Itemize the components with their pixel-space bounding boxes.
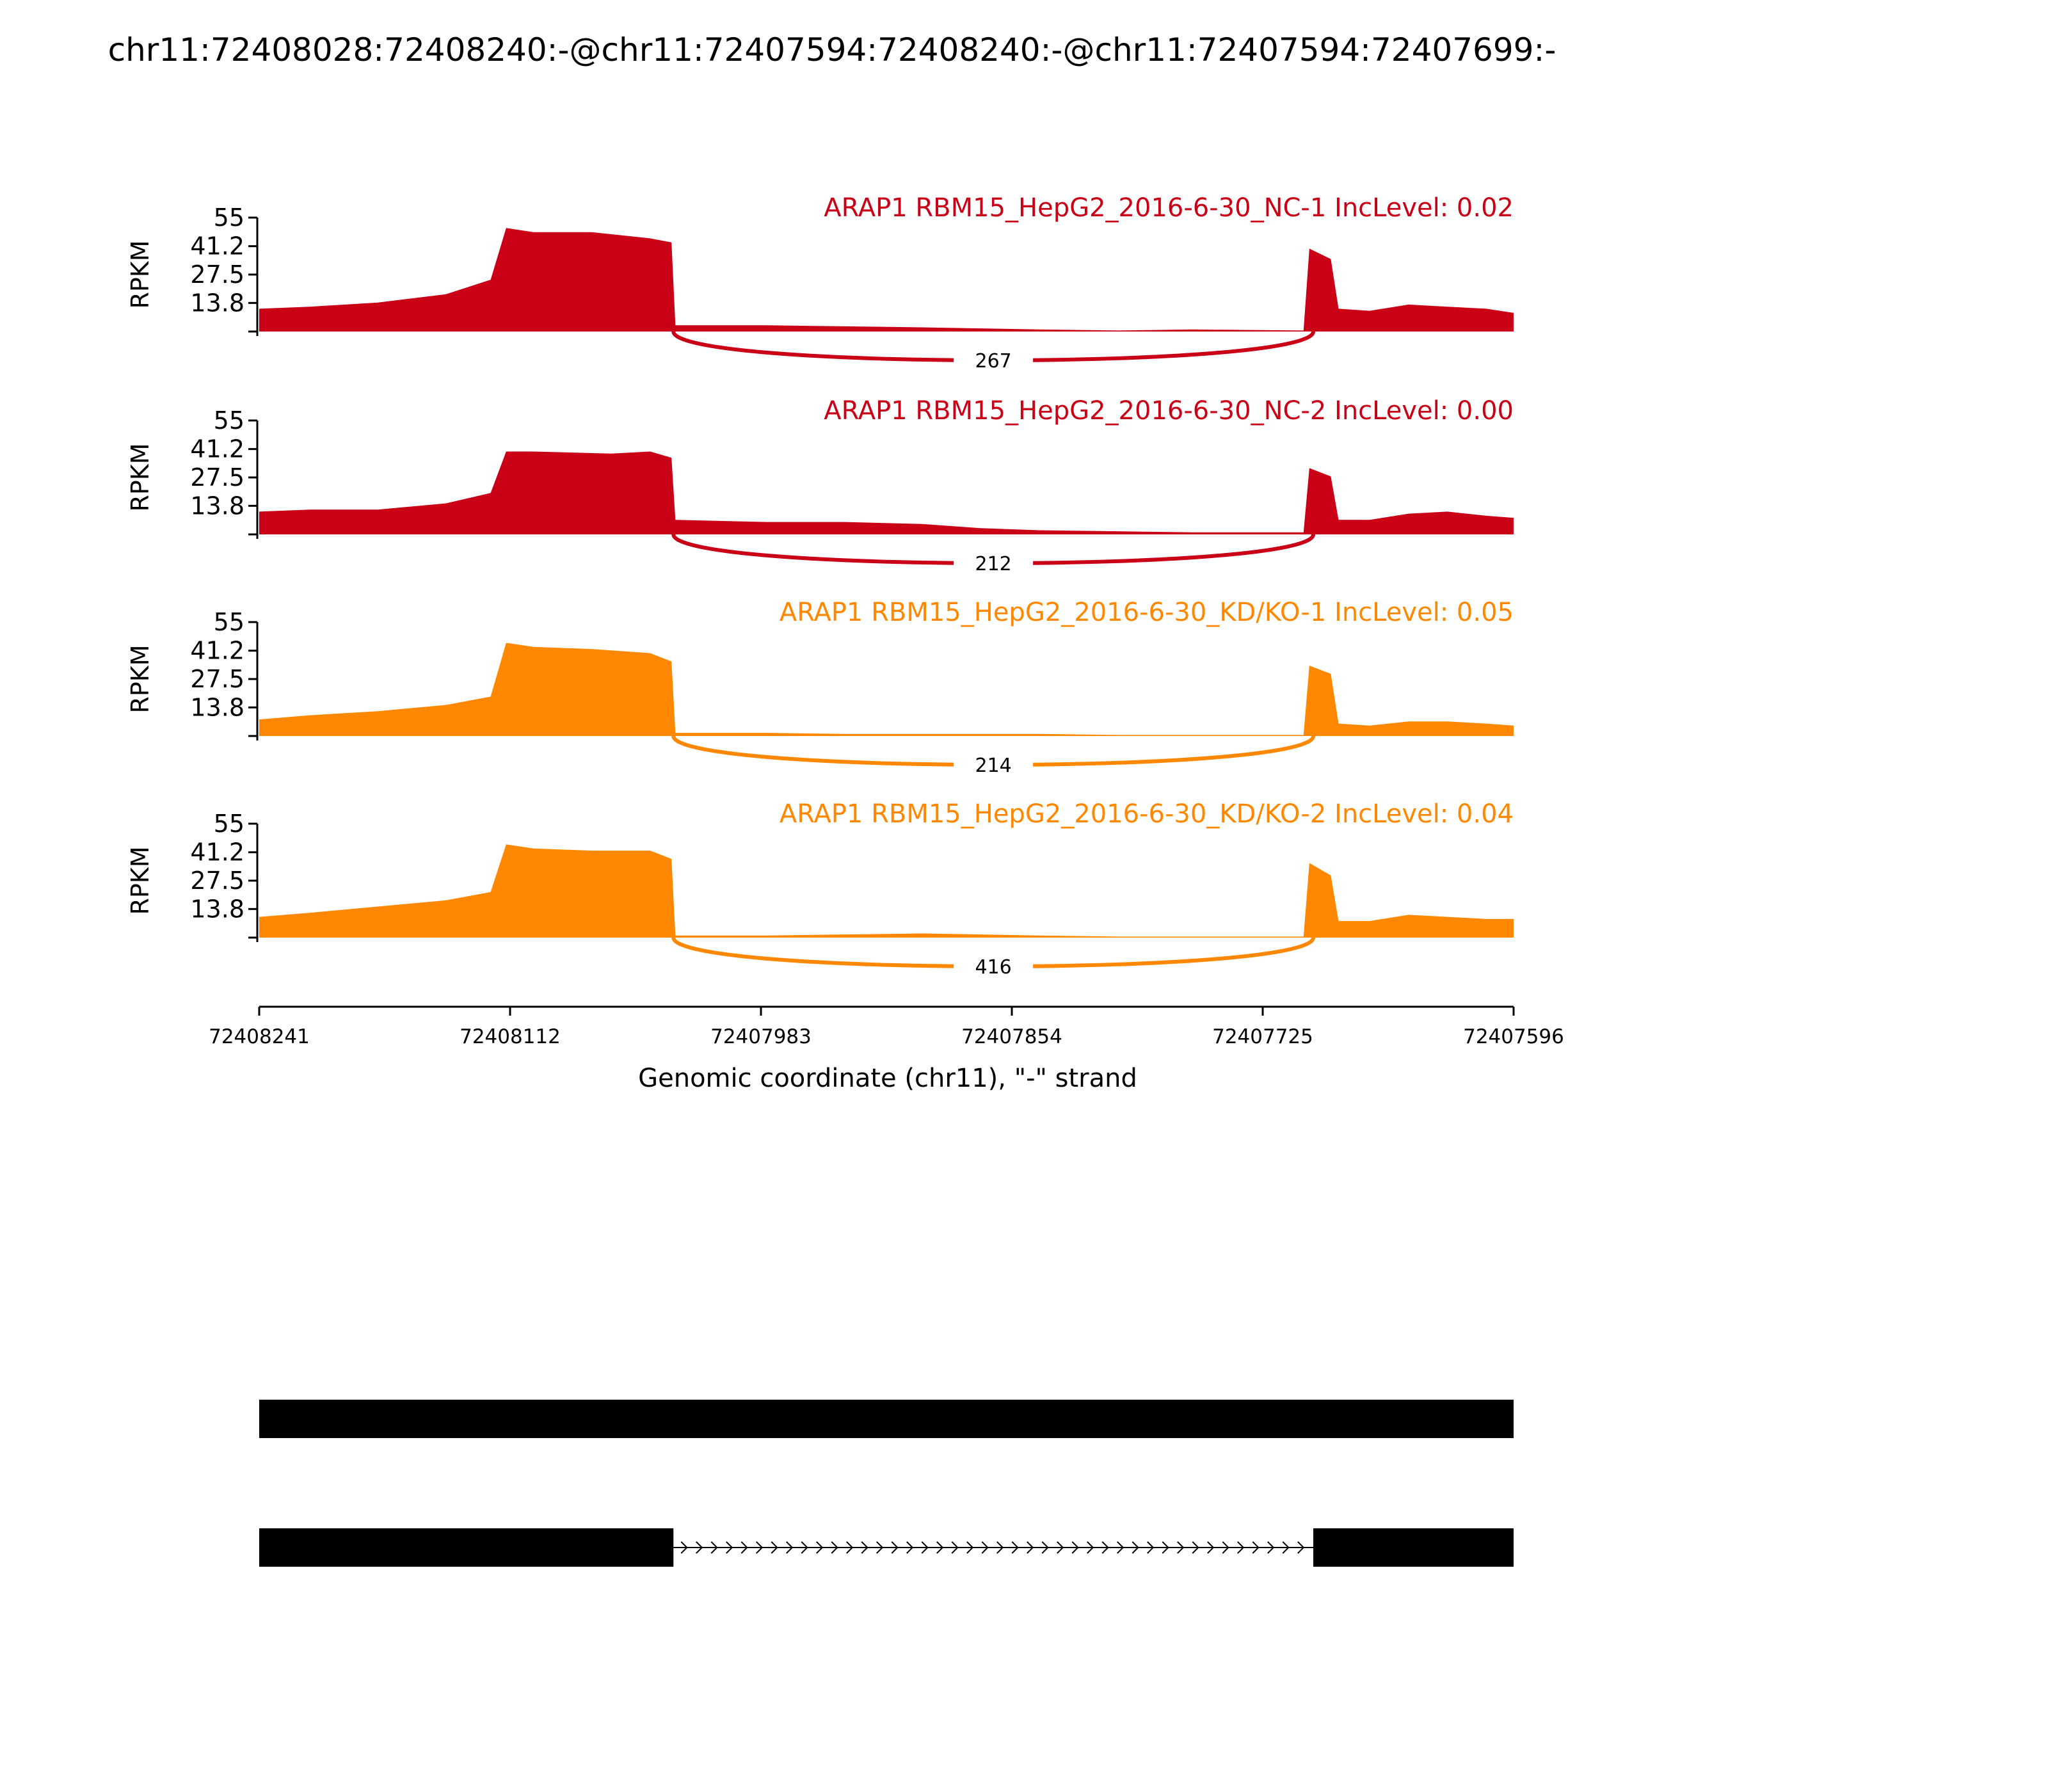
y-tick-label: 13.8 bbox=[190, 895, 244, 924]
junction-count: 214 bbox=[975, 755, 1012, 777]
panel-label: ARAP1 RBM15_HepG2_2016-6-30_NC-2 IncLevel: 0.00 bbox=[824, 396, 1514, 426]
panel-label: ARAP1 RBM15_HepG2_2016-6-30_NC-1 IncLevel: 0.02 bbox=[824, 193, 1514, 223]
x-tick-label: 72408241 bbox=[209, 1025, 310, 1048]
x-tick-label: 72408112 bbox=[460, 1025, 561, 1048]
y-tick-label: 27.5 bbox=[190, 463, 244, 492]
y-tick-label: 27.5 bbox=[190, 665, 244, 693]
junction-count: 267 bbox=[975, 350, 1012, 372]
panel-label: ARAP1 RBM15_HepG2_2016-6-30_KD/KO-2 IncLevel: 0.04 bbox=[779, 799, 1514, 829]
chart-title: chr11:72408028:72408240:-@chr11:72407594:72408240:-@chr11:72407594:72407699:- bbox=[108, 31, 1556, 68]
y-tick-label: 13.8 bbox=[190, 693, 244, 722]
y-tick-label: 41.2 bbox=[190, 838, 244, 867]
genomic-x-axis bbox=[209, 1007, 1564, 1048]
coverage-panel bbox=[126, 598, 1514, 777]
y-tick-label: 13.8 bbox=[190, 492, 244, 520]
y-axis-label: RPKM bbox=[126, 443, 154, 512]
coverage-panel bbox=[126, 799, 1514, 979]
coverage-area bbox=[259, 452, 1514, 535]
x-tick-label: 72407983 bbox=[710, 1025, 812, 1048]
isoform-track bbox=[259, 1400, 1514, 1567]
coverage-area bbox=[259, 643, 1514, 736]
isoform bbox=[259, 1528, 1514, 1567]
y-axis-label: RPKM bbox=[126, 846, 154, 915]
y-tick-label: 55 bbox=[213, 204, 244, 232]
y-tick-label: 13.8 bbox=[190, 289, 244, 317]
y-tick-label: 27.5 bbox=[190, 260, 244, 289]
panel-label: ARAP1 RBM15_HepG2_2016-6-30_KD/KO-1 IncLevel: 0.05 bbox=[779, 598, 1514, 627]
y-tick-label: 27.5 bbox=[190, 867, 244, 895]
y-tick-label: 41.2 bbox=[190, 435, 244, 463]
y-tick-label: 55 bbox=[213, 406, 244, 435]
x-axis-label: Genomic coordinate (chr11), "-" strand bbox=[638, 1064, 1137, 1093]
y-tick-label: 55 bbox=[213, 810, 244, 838]
exon-block bbox=[259, 1400, 1514, 1438]
exon-block bbox=[259, 1528, 673, 1567]
junction-count: 212 bbox=[975, 553, 1012, 575]
coverage-area bbox=[259, 844, 1514, 938]
junction-count: 416 bbox=[975, 956, 1012, 979]
y-tick-label: 41.2 bbox=[190, 636, 244, 665]
y-axis-label: RPKM bbox=[126, 240, 154, 309]
x-tick-label: 72407854 bbox=[961, 1025, 1062, 1048]
x-tick-label: 72407725 bbox=[1212, 1025, 1313, 1048]
coverage-panels bbox=[126, 193, 1514, 979]
y-tick-label: 55 bbox=[213, 608, 244, 636]
coverage-panel bbox=[126, 193, 1514, 372]
exon-block bbox=[1313, 1528, 1514, 1567]
coverage-area bbox=[259, 228, 1514, 332]
isoform bbox=[259, 1400, 1514, 1438]
coverage-panel bbox=[126, 396, 1514, 575]
y-tick-label: 41.2 bbox=[190, 232, 244, 260]
y-axis-label: RPKM bbox=[126, 644, 154, 714]
x-tick-label: 72407596 bbox=[1463, 1025, 1564, 1048]
